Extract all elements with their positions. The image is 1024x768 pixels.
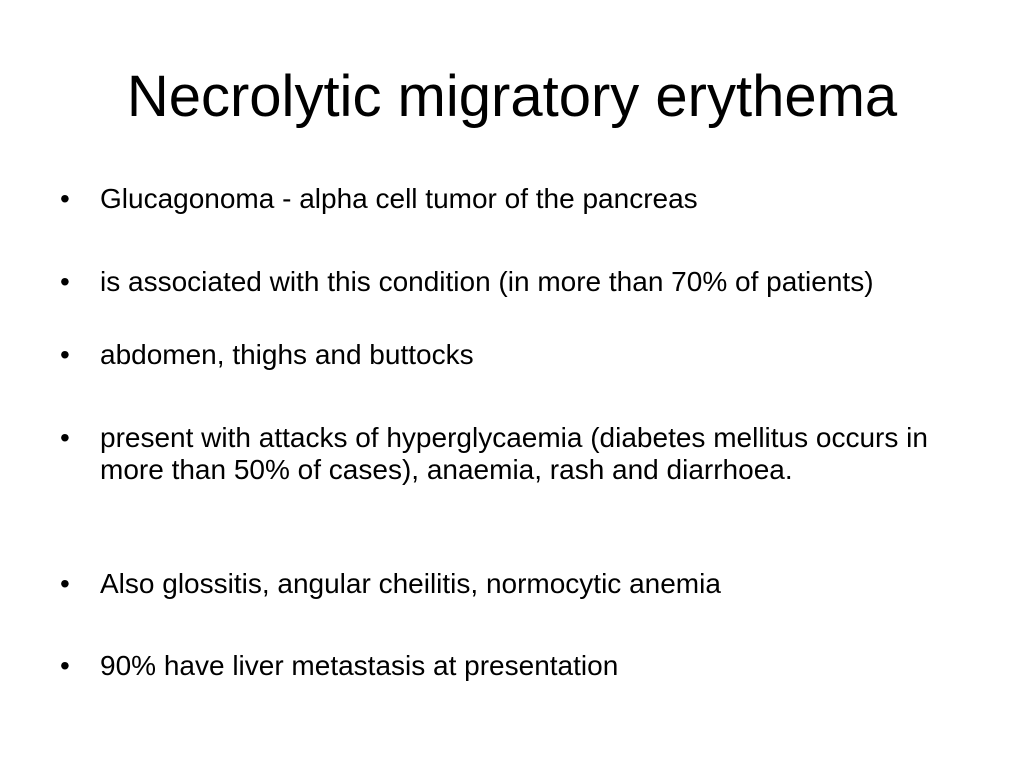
- bullet-marker: •: [60, 422, 70, 453]
- bullet-marker: •: [60, 339, 70, 370]
- bullet-item: [60, 422, 940, 486]
- slide-title: Necrolytic migratory erythema: [126, 64, 898, 129]
- bullet-text: 90% have liver metastasis at presentation: [100, 650, 619, 681]
- bullet-text: Also glossitis, angular cheilitis, normocytic anemia: [100, 568, 721, 599]
- bullet-item: [60, 266, 940, 298]
- bullet-text: is associated with this condition (in more than 70% of patients): [100, 266, 874, 297]
- bullet-text: abdomen, thighs and buttocks: [100, 339, 474, 370]
- bullet-marker: •: [60, 650, 70, 681]
- bullet-item: [60, 183, 940, 215]
- bullet-item: [60, 568, 940, 600]
- bullet-text: present with attacks of hyperglycaemia (diabetes mellitus occurs in more than 50% of cases), anaemia, rash and diarrhoea.: [100, 422, 928, 485]
- bullet-marker: •: [60, 183, 70, 214]
- bullet-item: [60, 650, 940, 682]
- bullet-marker: •: [60, 568, 70, 599]
- bullet-marker: •: [60, 266, 70, 297]
- bullet-text: Glucagonoma - alpha cell tumor of the pancreas: [100, 183, 698, 214]
- bullet-item: [60, 339, 940, 371]
